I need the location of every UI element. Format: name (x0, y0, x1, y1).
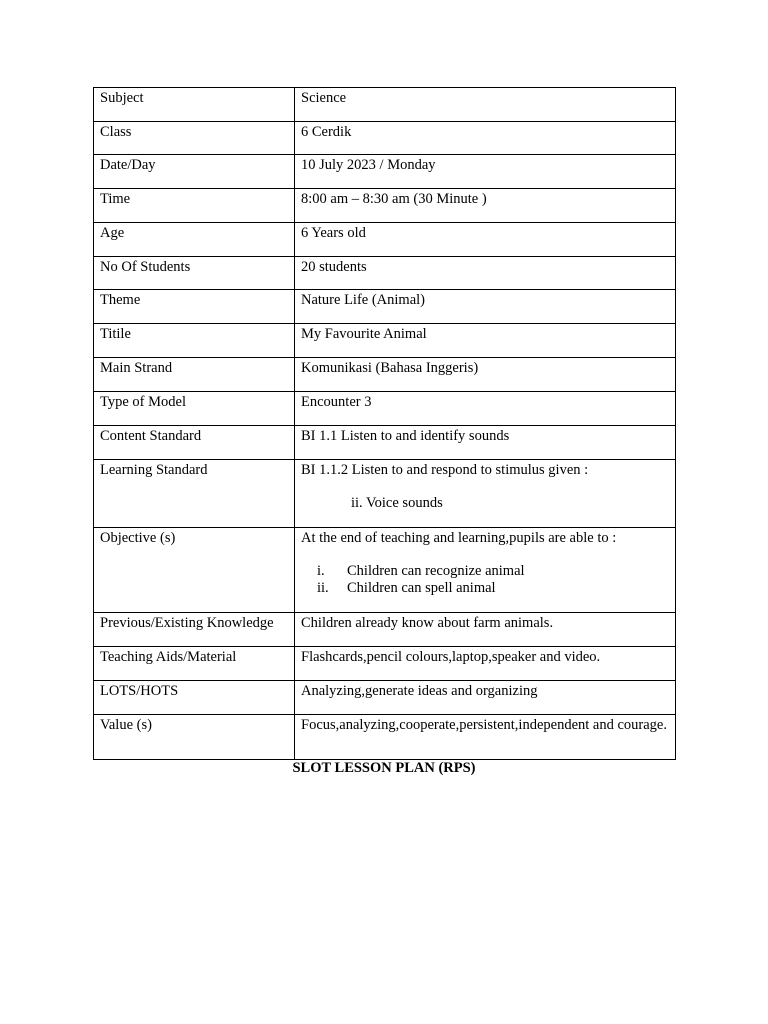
list-item-number: i. (317, 563, 325, 579)
list-item (301, 580, 669, 597)
row-value: My Favourite Animal (295, 324, 676, 358)
row-value: 10 July 2023 / Monday (295, 155, 676, 189)
list-item-number: ii. (317, 580, 329, 596)
row-label: Class (94, 122, 295, 155)
table-row-learning-standard (94, 460, 676, 528)
row-value: Komunikasi (Bahasa Inggeris) (295, 358, 676, 392)
table-row (94, 358, 676, 392)
sub-item-text: ii. Voice sounds (351, 495, 443, 511)
row-label: Value (s) (94, 715, 295, 760)
row-label: LOTS/HOTS (94, 681, 295, 715)
row-label: Date/Day (94, 155, 295, 189)
row-label: Subject (94, 88, 295, 122)
row-label: Main Strand (94, 358, 295, 392)
table-row (94, 324, 676, 358)
lesson-plan-table-body (94, 88, 676, 760)
table-row (94, 257, 676, 290)
row-label: Type of Model (94, 392, 295, 426)
row-value: Encounter 3 (295, 392, 676, 426)
table-row (94, 155, 676, 189)
table-row (94, 715, 676, 760)
table-row (94, 88, 676, 122)
table-row (94, 223, 676, 257)
row-value: Children already know about farm animals. (295, 613, 676, 647)
row-value (295, 528, 676, 613)
table-row (94, 426, 676, 460)
row-value (295, 460, 676, 528)
table-row (94, 681, 676, 715)
objective-text: At the end of teaching and learning,pupils are able to : (301, 530, 617, 546)
row-value: 6 Cerdik (295, 122, 676, 155)
row-label: Previous/Existing Knowledge (94, 613, 295, 647)
row-value: 20 students (295, 257, 676, 290)
objective-list (301, 563, 669, 597)
document-caption: SLOT LESSON PLAN (RPS) (292, 760, 476, 776)
list-item-text: Children can spell animal (347, 580, 496, 596)
table-row (94, 613, 676, 647)
row-value: Focus,analyzing,cooperate,persistent,independent and courage. (295, 715, 676, 760)
row-label: Objective (s) (94, 528, 295, 613)
table-row (94, 647, 676, 681)
table-row (94, 392, 676, 426)
row-label: Titile (94, 324, 295, 358)
learning-standard-text: BI 1.1.2 Listen to and respond to stimulus given : (301, 462, 589, 478)
row-label: Content Standard (94, 426, 295, 460)
row-label: Teaching Aids/Material (94, 647, 295, 681)
lesson-plan-table (93, 87, 676, 760)
table-row-objective (94, 528, 676, 613)
row-value: Analyzing,generate ideas and organizing (295, 681, 676, 715)
row-label: Learning Standard (94, 460, 295, 528)
row-label: Theme (94, 290, 295, 324)
table-row (94, 290, 676, 324)
row-value: 6 Years old (295, 223, 676, 257)
row-value: Science (295, 88, 676, 122)
row-label: No Of Students (94, 257, 295, 290)
row-label: Time (94, 189, 295, 223)
list-item (301, 563, 669, 580)
row-value: Nature Life (Animal) (295, 290, 676, 324)
row-value: BI 1.1 Listen to and identify sounds (295, 426, 676, 460)
learning-standard-sub-item (301, 495, 669, 512)
list-item-text: Children can recognize animal (347, 563, 525, 579)
row-value: Flashcards,pencil colours,laptop,speaker and video. (295, 647, 676, 681)
table-row (94, 122, 676, 155)
row-label: Age (94, 223, 295, 257)
table-row (94, 189, 676, 223)
row-value: 8:00 am – 8:30 am (30 Minute ) (295, 189, 676, 223)
